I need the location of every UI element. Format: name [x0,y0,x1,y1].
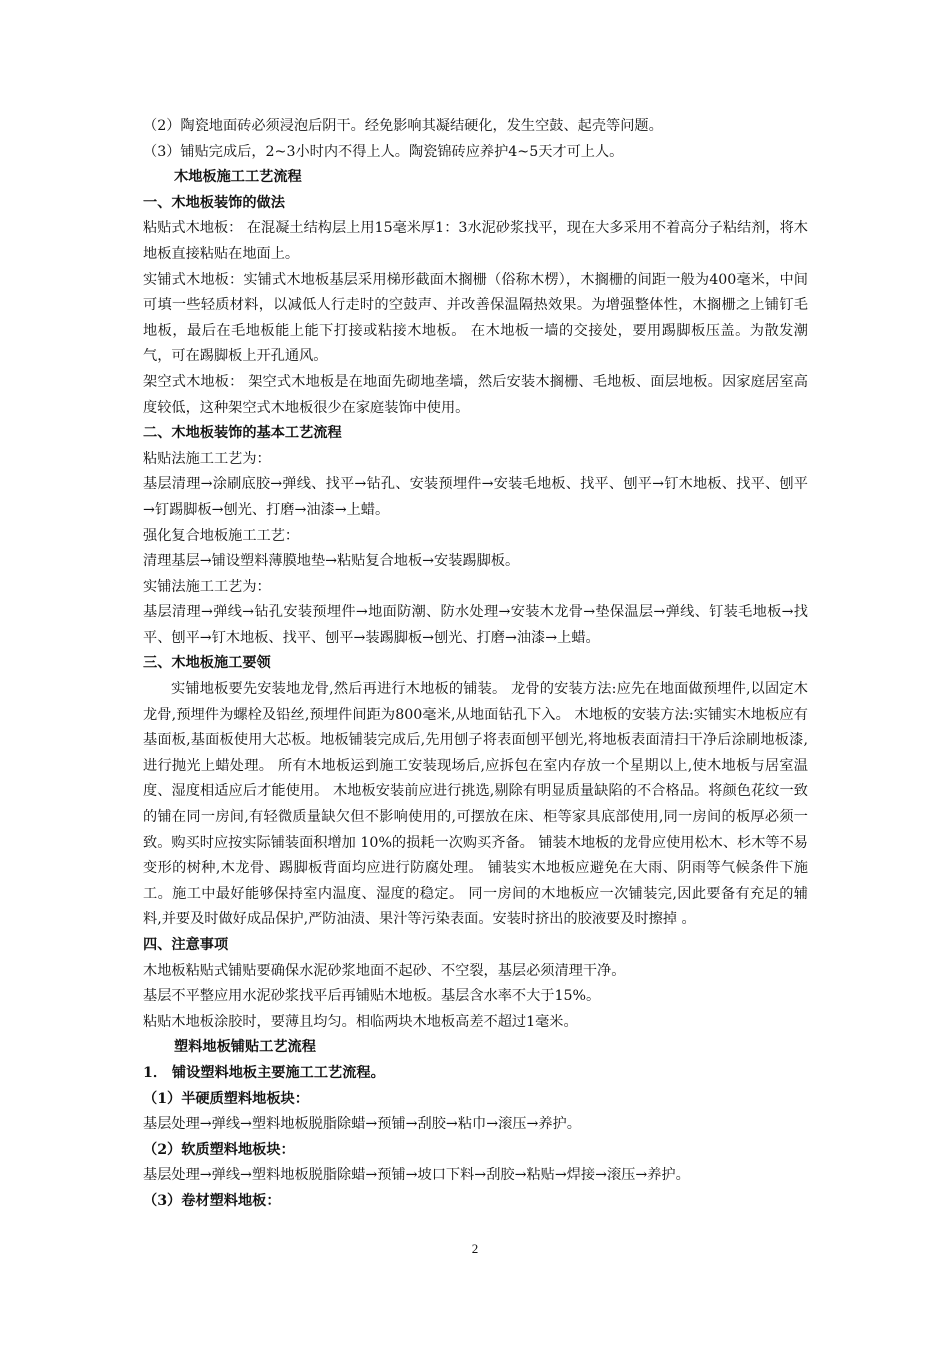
body-paragraph: 实铺法施工工艺为： [143,578,271,595]
section-heading: 1． 铺设塑料地板主要施工工艺流程。 [143,1064,385,1081]
body-paragraph: 粘贴木地板涂胶时，要薄且均匀。相临两块木地板高差不超过1毫米。 [143,1013,578,1030]
body-paragraph: 木地板粘贴式铺贴要确保水泥砂浆地面不起砂、不空裂，基层必须清理干净。 [143,962,626,979]
section-heading: （2）软质塑料地板块： [143,1141,295,1158]
body-paragraph: 强化复合地板施工工艺： [143,527,300,544]
section-heading: 三、木地板施工要领 [143,655,271,672]
document-body [143,114,808,1215]
body-paragraph: 基层清理→涂刷底胶→弹线、找平→钻孔、安装预埋件→安装毛地板、找平、刨平→钉木地板、找平、刨平→钉踢脚板→刨光、打磨→油漆→上蜡。 [143,476,808,518]
body-paragraph: 基层清理→弹线→钻孔安装预埋件→地面防潮、防水处理→安装木龙骨→垫保温层→弹线、钉装毛地板→找平、刨平→钉木地板、找平、刨平→装踢脚板→刨光、打磨→油漆→上蜡。 [143,604,808,646]
body-paragraph: 实铺式木地板：实铺式木地板基层采用梯形截面木搁栅（俗称木楞），木搁栅的间距一般为400毫米，中间可填一些轻质材料，以减低人行走时的空鼓声、并改善保温隔热效果。为增强整体性，木搁栅之上铺钉毛地板，最后在毛地板能上能下打接或粘接木地板。 在木地板一墙的交接处，要用踢脚板压盖。为散发潮气，可在踢脚板上开孔通风。 [143,271,808,365]
body-paragraph: 清理基层→铺设塑料薄膜地垫→粘贴复合地板→安装踢脚板。 [143,553,520,570]
section-heading: （1）半硬质塑料地板块： [143,1090,309,1107]
section-heading: （3）卷材塑料地板： [143,1192,281,1209]
body-paragraph: 基层处理→弹线→塑料地板脱脂除蜡→预铺→刮胶→粘巾→滚压→养护。 [143,1116,581,1133]
section-title: 塑料地板铺贴工艺流程 [174,1039,316,1056]
body-paragraph: 架空式木地板： 架空式木地板是在地面先砌地垄墙，然后安装木搁栅、毛地板、面层地板。因家庭居室高度较低，这种架空式木地板很少在家庭装饰中使用。 [143,373,808,416]
body-paragraph: 基层处理→弹线→塑料地板脱脂除蜡→预铺→坡口下料→刮胶→粘贴→焊接→滚压→养护。 [143,1167,690,1184]
body-paragraph: （2）陶瓷地面砖必须浸泡后阴干。经免影响其凝结硬化，发生空鼓、起壳等问题。 [143,118,663,134]
section-title: 木地板施工工艺流程 [174,169,302,186]
section-heading: 四、注意事项 [143,937,229,953]
body-paragraph: 粘贴法施工工艺为： [143,450,271,467]
body-paragraph: 实铺地板要先安装地龙骨,然后再进行木地板的铺装。 龙骨的安装方法:应先在地面做预埋件,以固定木龙骨,预埋件为螺栓及铅丝,预埋件间距为800毫米,从地面钻孔下入。 木地板的安装方法:实铺实木地板应有基面板,基面板使用大芯板。地板铺装完成后,先用刨子将表面刨平刨光,将地板表面清扫干净后涂刷地板漆,进行抛光上蜡处理。 所有木地板运到施工安装现场后,应拆包在室内存放一个星期以上,使木地板与居室温度、湿度相适应后才能使用。 木地板安装前应进行挑选,剔除有明显质量缺陷的不合格品。将颜色花纹一致的铺在同一房间,有轻微质量缺欠但不影响使用的,可摆放在床、柜等家具底部使用,同一房间的板厚必须一致。购买时应按实际铺装面积增加 10%的损耗一次购买齐备。 铺装木地板的龙骨应使用松木、杉木等不易变形的树种,木龙骨、踢脚板背面均应进行防腐处理。 铺装实木地板应避免在大雨、阴雨等气候条件下施工。施工中最好能够保持室内温度、湿度的稳定。 同一房间的木地板应一次铺装完,因此要备有充足的辅料,并要及时做好成品保护,严防油渍、果汁等污染表面。安装时挤出的胶液要及时擦掉 。 [143,681,808,928]
body-paragraph: 粘贴式木地板： 在混凝土结构层上用15毫米厚1：3水泥砂浆找平，现在大多采用不着高分子粘结剂，将木地板直接粘贴在地面上。 [143,220,808,262]
page-number: 2 [471,1241,479,1256]
section-heading: 二、木地板装饰的基本工艺流程 [143,425,342,442]
body-paragraph: （3）铺贴完成后，2~3小时内不得上人。陶瓷锦砖应养护4~5天才可上人。 [143,143,624,160]
body-paragraph: 基层不平整应用水泥砂浆找平后再铺贴木地板。基层含水率不大于15%。 [143,988,601,1005]
section-heading: 一、木地板装饰的做法 [143,194,285,211]
